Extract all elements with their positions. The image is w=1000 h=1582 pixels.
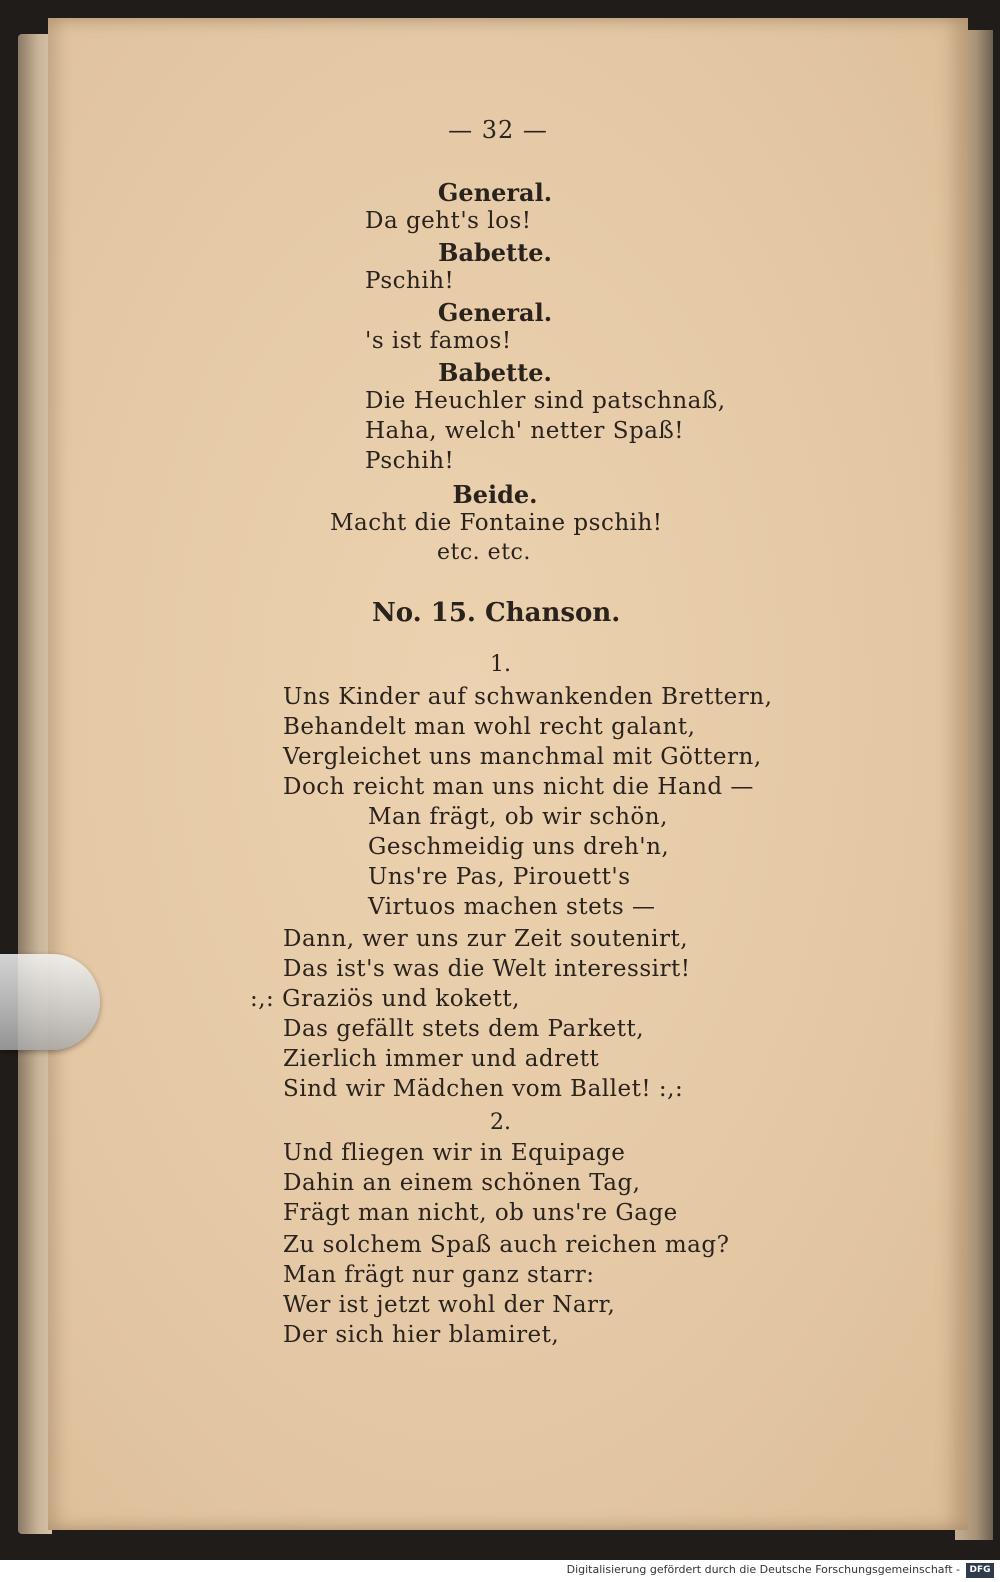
- dialogue-line: Macht die Fontaine pschih!: [330, 510, 663, 536]
- verse-number: 2.: [490, 1110, 511, 1135]
- verse-line: Dahin an einem schönen Tag,: [283, 1170, 641, 1196]
- dialogue-line: Haha, welch' netter Spaß!: [365, 418, 685, 444]
- verse-line: :,: Graziös und kokett,: [250, 986, 520, 1012]
- verse-line: Zu solchem Spaß auch reichen mag?: [283, 1232, 730, 1258]
- verse-line: Zierlich immer und adrett: [283, 1046, 600, 1072]
- dialogue-line: Da geht's los!: [365, 208, 532, 234]
- footer-credit: Digitalisierung gefördert durch die Deutsche Forschungsgemeinschaft -: [566, 1563, 960, 1576]
- verse-line: Man frägt, ob wir schön,: [368, 804, 668, 830]
- speaker-label: General.: [437, 178, 553, 207]
- verse-line: Sind wir Mädchen vom Ballet! :,:: [283, 1076, 684, 1102]
- page-number: — 32 —: [448, 116, 548, 144]
- dialogue-line: 's ist famos!: [365, 328, 512, 354]
- verse-number: 1.: [490, 652, 511, 677]
- footer-bar: [0, 1560, 1000, 1582]
- dialogue-line: etc. etc.: [437, 540, 531, 565]
- book-edge-left: [18, 34, 52, 1534]
- speaker-label: Babette.: [438, 358, 552, 387]
- verse-line: Virtuos machen stets —: [368, 894, 656, 920]
- verse-line: Dann, wer uns zur Zeit soutenirt,: [283, 926, 689, 952]
- speaker-label: General.: [437, 298, 553, 327]
- verse-line: Wer ist jetzt wohl der Narr,: [283, 1292, 616, 1318]
- speaker-label: Babette.: [438, 238, 552, 267]
- verse-line: Geschmeidig uns dreh'n,: [368, 834, 670, 860]
- verse-line: Behandelt man wohl recht galant,: [283, 714, 696, 740]
- verse-line: Doch reicht man uns nicht die Hand —: [283, 774, 754, 800]
- verse-line: Uns're Pas, Pirouett's: [368, 864, 631, 890]
- dialogue-line: Pschih!: [365, 448, 455, 474]
- verse-line: Frägt man nicht, ob uns're Gage: [283, 1200, 678, 1226]
- verse-line: Der sich hier blamiret,: [283, 1322, 560, 1348]
- verse-line: Das ist's was die Welt interessirt!: [283, 956, 691, 982]
- speaker-label: Beide.: [452, 480, 538, 509]
- verse-line: Man frägt nur ganz starr:: [283, 1262, 595, 1288]
- dfg-logo: DFG: [966, 1563, 994, 1578]
- book-clip: [0, 954, 100, 1050]
- verse-line: Uns Kinder auf schwankenden Brettern,: [283, 684, 773, 710]
- verse-line: Und fliegen wir in Equipage: [283, 1140, 626, 1166]
- dialogue-line: Die Heuchler sind patschnaß,: [365, 388, 726, 414]
- dialogue-line: Pschih!: [365, 268, 455, 294]
- song-title: No. 15. Chanson.: [372, 598, 621, 628]
- verse-line: Vergleichet uns manchmal mit Göttern,: [283, 744, 762, 770]
- verse-line: Das gefällt stets dem Parkett,: [283, 1016, 645, 1042]
